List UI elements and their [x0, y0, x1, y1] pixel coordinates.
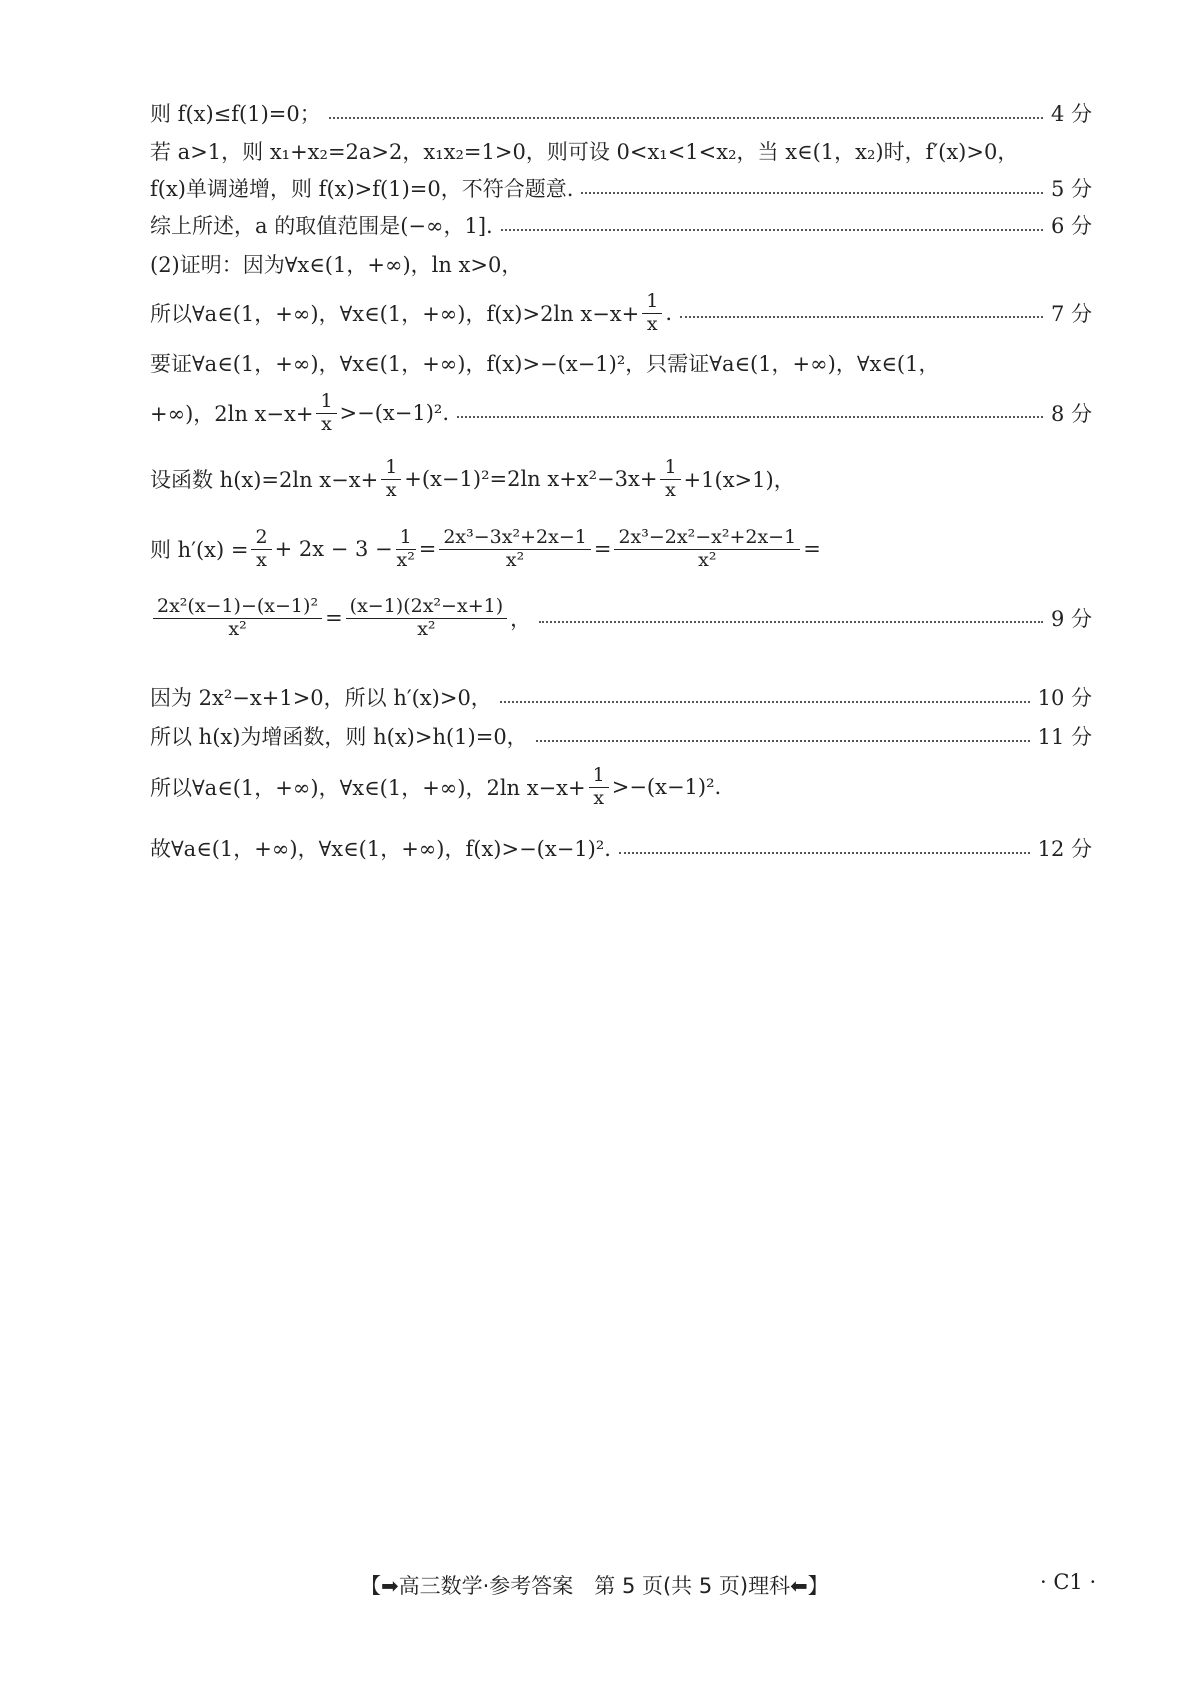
fraction-numerator: 1	[642, 292, 662, 314]
line-text: +(x−1)²=2ln x+x²−3x+	[404, 467, 658, 492]
fraction	[153, 597, 322, 640]
line-5	[150, 250, 1092, 280]
fraction-numerator: 1	[660, 458, 680, 480]
line-text: >−(x−1)².	[339, 401, 450, 426]
score-label: 9 分	[1050, 607, 1092, 632]
line-11	[150, 597, 1092, 640]
line-text: 要证∀a∈(1，+∞)，∀x∈(1，+∞)，f(x)>−(x−1)²，只需证∀a∈(1，+∞)，∀x∈(1，	[150, 352, 940, 376]
score-label: 6 分	[1050, 214, 1092, 238]
line-text: 所以 h(x)为增函数，则 h(x)>h(1)=0，	[150, 725, 528, 749]
line-3	[150, 174, 1092, 204]
score-label: 5 分	[1050, 177, 1092, 201]
fraction-numerator: 1	[589, 766, 609, 788]
fraction-denominator: x	[646, 312, 658, 335]
fraction-denominator: x	[593, 786, 605, 809]
fraction	[589, 766, 609, 809]
fraction-denominator: x²	[417, 617, 436, 640]
line-text: + 2x − 3 −	[274, 537, 393, 562]
footer-title: 【➡高三数学·参考答案 第 5 页(共 5 页)理科⬅】	[360, 1574, 829, 1598]
fraction-denominator: x²	[698, 548, 717, 571]
line-1	[150, 99, 1092, 129]
fraction-denominator: x	[321, 412, 332, 435]
line-text: ，	[510, 607, 532, 632]
fraction-denominator: x	[385, 478, 397, 501]
fraction-denominator: x²	[228, 617, 247, 640]
fraction	[316, 392, 336, 435]
line-10	[150, 528, 1092, 571]
footer-code: · C1 ·	[1040, 1570, 1097, 1594]
line-text: 综上所述，a 的取值范围是(−∞，1].	[150, 214, 493, 238]
line-2	[150, 137, 1092, 167]
fraction-denominator: x²	[505, 548, 525, 571]
dot-leader	[501, 229, 1043, 231]
dot-leader	[500, 701, 1030, 703]
line-text: 所以∀a∈(1，+∞)，∀x∈(1，+∞)，2ln x−x+	[150, 776, 586, 801]
line-13	[150, 722, 1092, 752]
fraction	[251, 528, 271, 571]
score-label: 8 分	[1050, 402, 1092, 427]
line-text: =	[593, 537, 612, 562]
dot-leader	[457, 416, 1043, 418]
fraction	[614, 528, 800, 571]
line-14	[150, 766, 1092, 809]
dot-leader	[619, 852, 1030, 854]
line-text: =	[418, 537, 437, 562]
score-label: 11 分	[1037, 725, 1092, 749]
line-text: 设函数 h(x)=2ln x−x+	[150, 468, 379, 493]
dot-leader	[581, 192, 1043, 194]
line-text: (2)证明：因为∀x∈(1，+∞)，ln x>0，	[150, 253, 523, 277]
line-6	[150, 292, 1092, 335]
fraction-numerator: 2	[251, 528, 271, 550]
fraction	[381, 458, 401, 501]
fraction	[396, 528, 416, 571]
line-9	[150, 458, 1092, 501]
line-text: 则 h′(x) =	[150, 538, 249, 563]
score-label: 4 分	[1050, 102, 1092, 126]
fraction	[439, 528, 591, 571]
line-7	[150, 349, 1092, 379]
fraction-numerator: 1	[396, 528, 416, 550]
fraction-denominator: x²	[396, 548, 415, 571]
line-text: =	[325, 606, 343, 631]
line-text: f(x)单调递增，则 f(x)>f(1)=0，不符合题意.	[150, 177, 574, 201]
line-15	[150, 834, 1092, 864]
line-4	[150, 211, 1092, 241]
score-label: 12 分	[1037, 837, 1092, 861]
fraction	[642, 292, 662, 335]
score-label: 7 分	[1050, 302, 1092, 327]
dot-leader	[329, 117, 1043, 119]
line-8	[150, 392, 1092, 435]
fraction	[346, 597, 507, 640]
dot-leader	[680, 316, 1043, 318]
line-text: =	[803, 537, 821, 562]
fraction-denominator: x	[665, 478, 676, 501]
line-text: >−(x−1)².	[611, 775, 722, 800]
fraction-denominator: x	[256, 548, 267, 571]
dot-leader	[539, 621, 1043, 623]
fraction-numerator: 2x²(x−1)−(x−1)²	[153, 597, 322, 619]
fraction-numerator: 2x³−3x²+2x−1	[439, 528, 591, 550]
line-text: 因为 2x²−x+1>0，所以 h′(x)>0，	[150, 686, 492, 710]
line-text: 若 a>1，则 x₁+x₂=2a>2，x₁x₂=1>0，则可设 0<x₁<1<x₂，当 x∈(1，x₂)时，f′(x)>0，	[150, 140, 1019, 164]
line-text: +1(x>1)，	[683, 468, 795, 493]
line-text: 故∀a∈(1，+∞)，∀x∈(1，+∞)，f(x)>−(x−1)².	[150, 837, 611, 861]
dot-leader	[536, 740, 1030, 742]
line-text: 所以∀a∈(1，+∞)，∀x∈(1，+∞)，f(x)>2ln x−x+	[150, 302, 640, 327]
score-label: 10 分	[1037, 686, 1092, 710]
fraction-numerator: 2x³−2x²−x²+2x−1	[614, 528, 800, 550]
line-12	[150, 683, 1092, 713]
line-text: 则 f(x)≤f(1)=0；	[150, 102, 321, 126]
line-text: .	[665, 301, 673, 326]
fraction-numerator: 1	[316, 392, 336, 414]
fraction-numerator: (x−1)(2x²−x+1)	[346, 597, 507, 619]
fraction-numerator: 1	[381, 458, 401, 480]
fraction	[660, 458, 680, 501]
line-text: +∞)，2ln x−x+	[150, 402, 314, 427]
